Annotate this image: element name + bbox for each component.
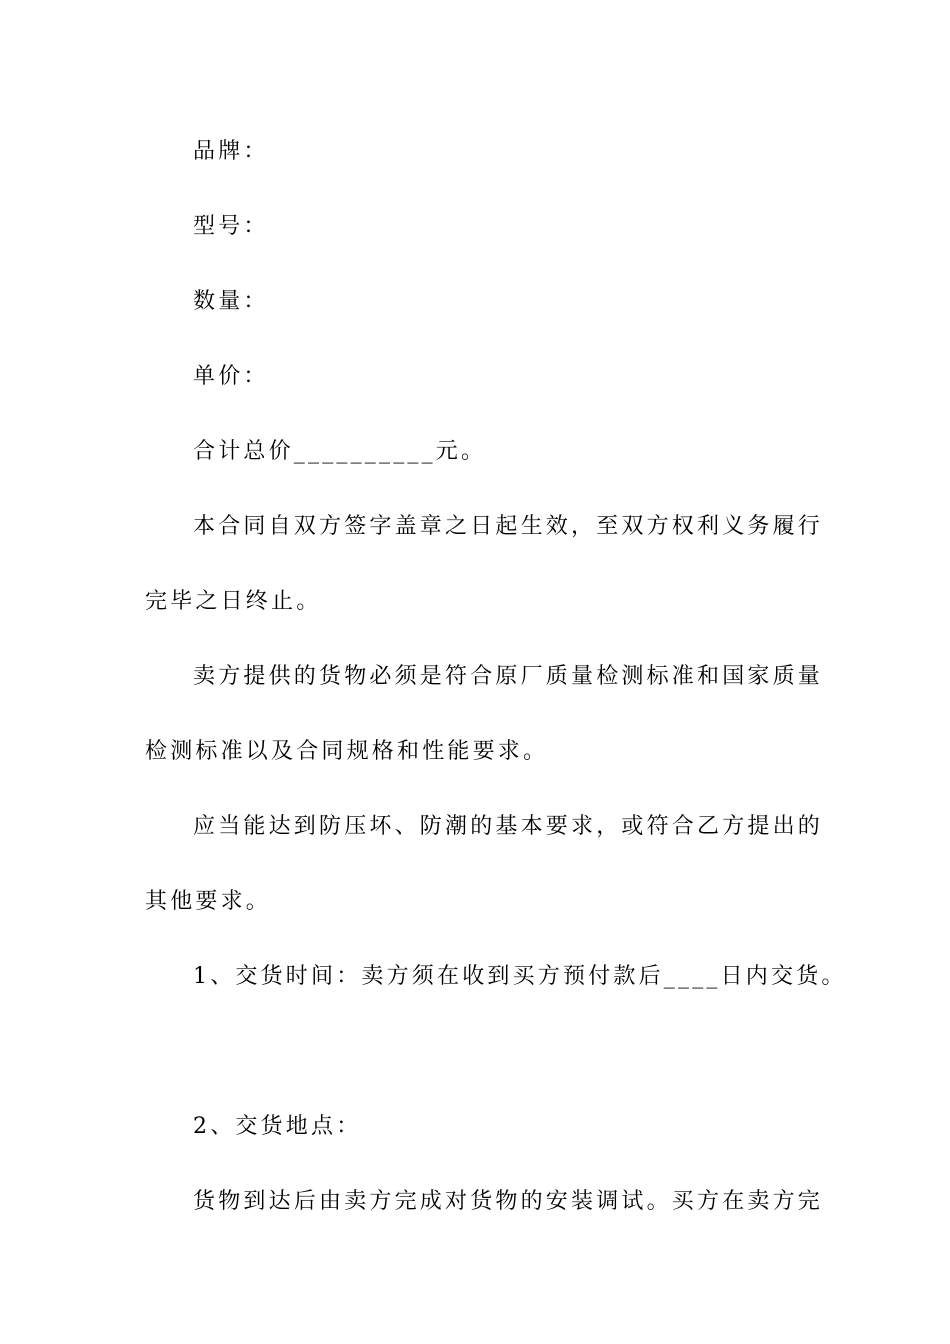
effective-clause-line-2: 完毕之日终止。 bbox=[145, 589, 322, 614]
effective-clause-line-1: 本合同自双方签字盖章之日起生效，至双方权利义务履行 bbox=[193, 514, 824, 539]
unit-price-label: 单价： bbox=[193, 364, 269, 389]
quality-clause-line-1: 卖方提供的货物必须是符合原厂质量检测标准和国家质量 bbox=[193, 664, 824, 689]
delivery-time-clause: 1、交货时间：卖方须在收到买方预付款后____日内交货。 bbox=[193, 964, 847, 989]
packaging-clause-line-1: 应当能达到防压坏、防潮的基本要求，或符合乙方提出的 bbox=[193, 814, 824, 839]
quantity-label: 数量： bbox=[193, 289, 269, 314]
packaging-clause-line-2: 其他要求。 bbox=[145, 889, 272, 914]
installation-clause-line-1: 货物到达后由卖方完成对货物的安装调试。买方在卖方完 bbox=[193, 1189, 824, 1214]
delivery-location-clause: 2、交货地点： bbox=[193, 1114, 362, 1139]
total-price-line: 合计总价__________元。 bbox=[193, 439, 487, 464]
quality-clause-line-2: 检测标准以及合同规格和性能要求。 bbox=[145, 739, 549, 764]
brand-label: 品牌： bbox=[193, 139, 269, 164]
model-label: 型号： bbox=[193, 214, 269, 239]
